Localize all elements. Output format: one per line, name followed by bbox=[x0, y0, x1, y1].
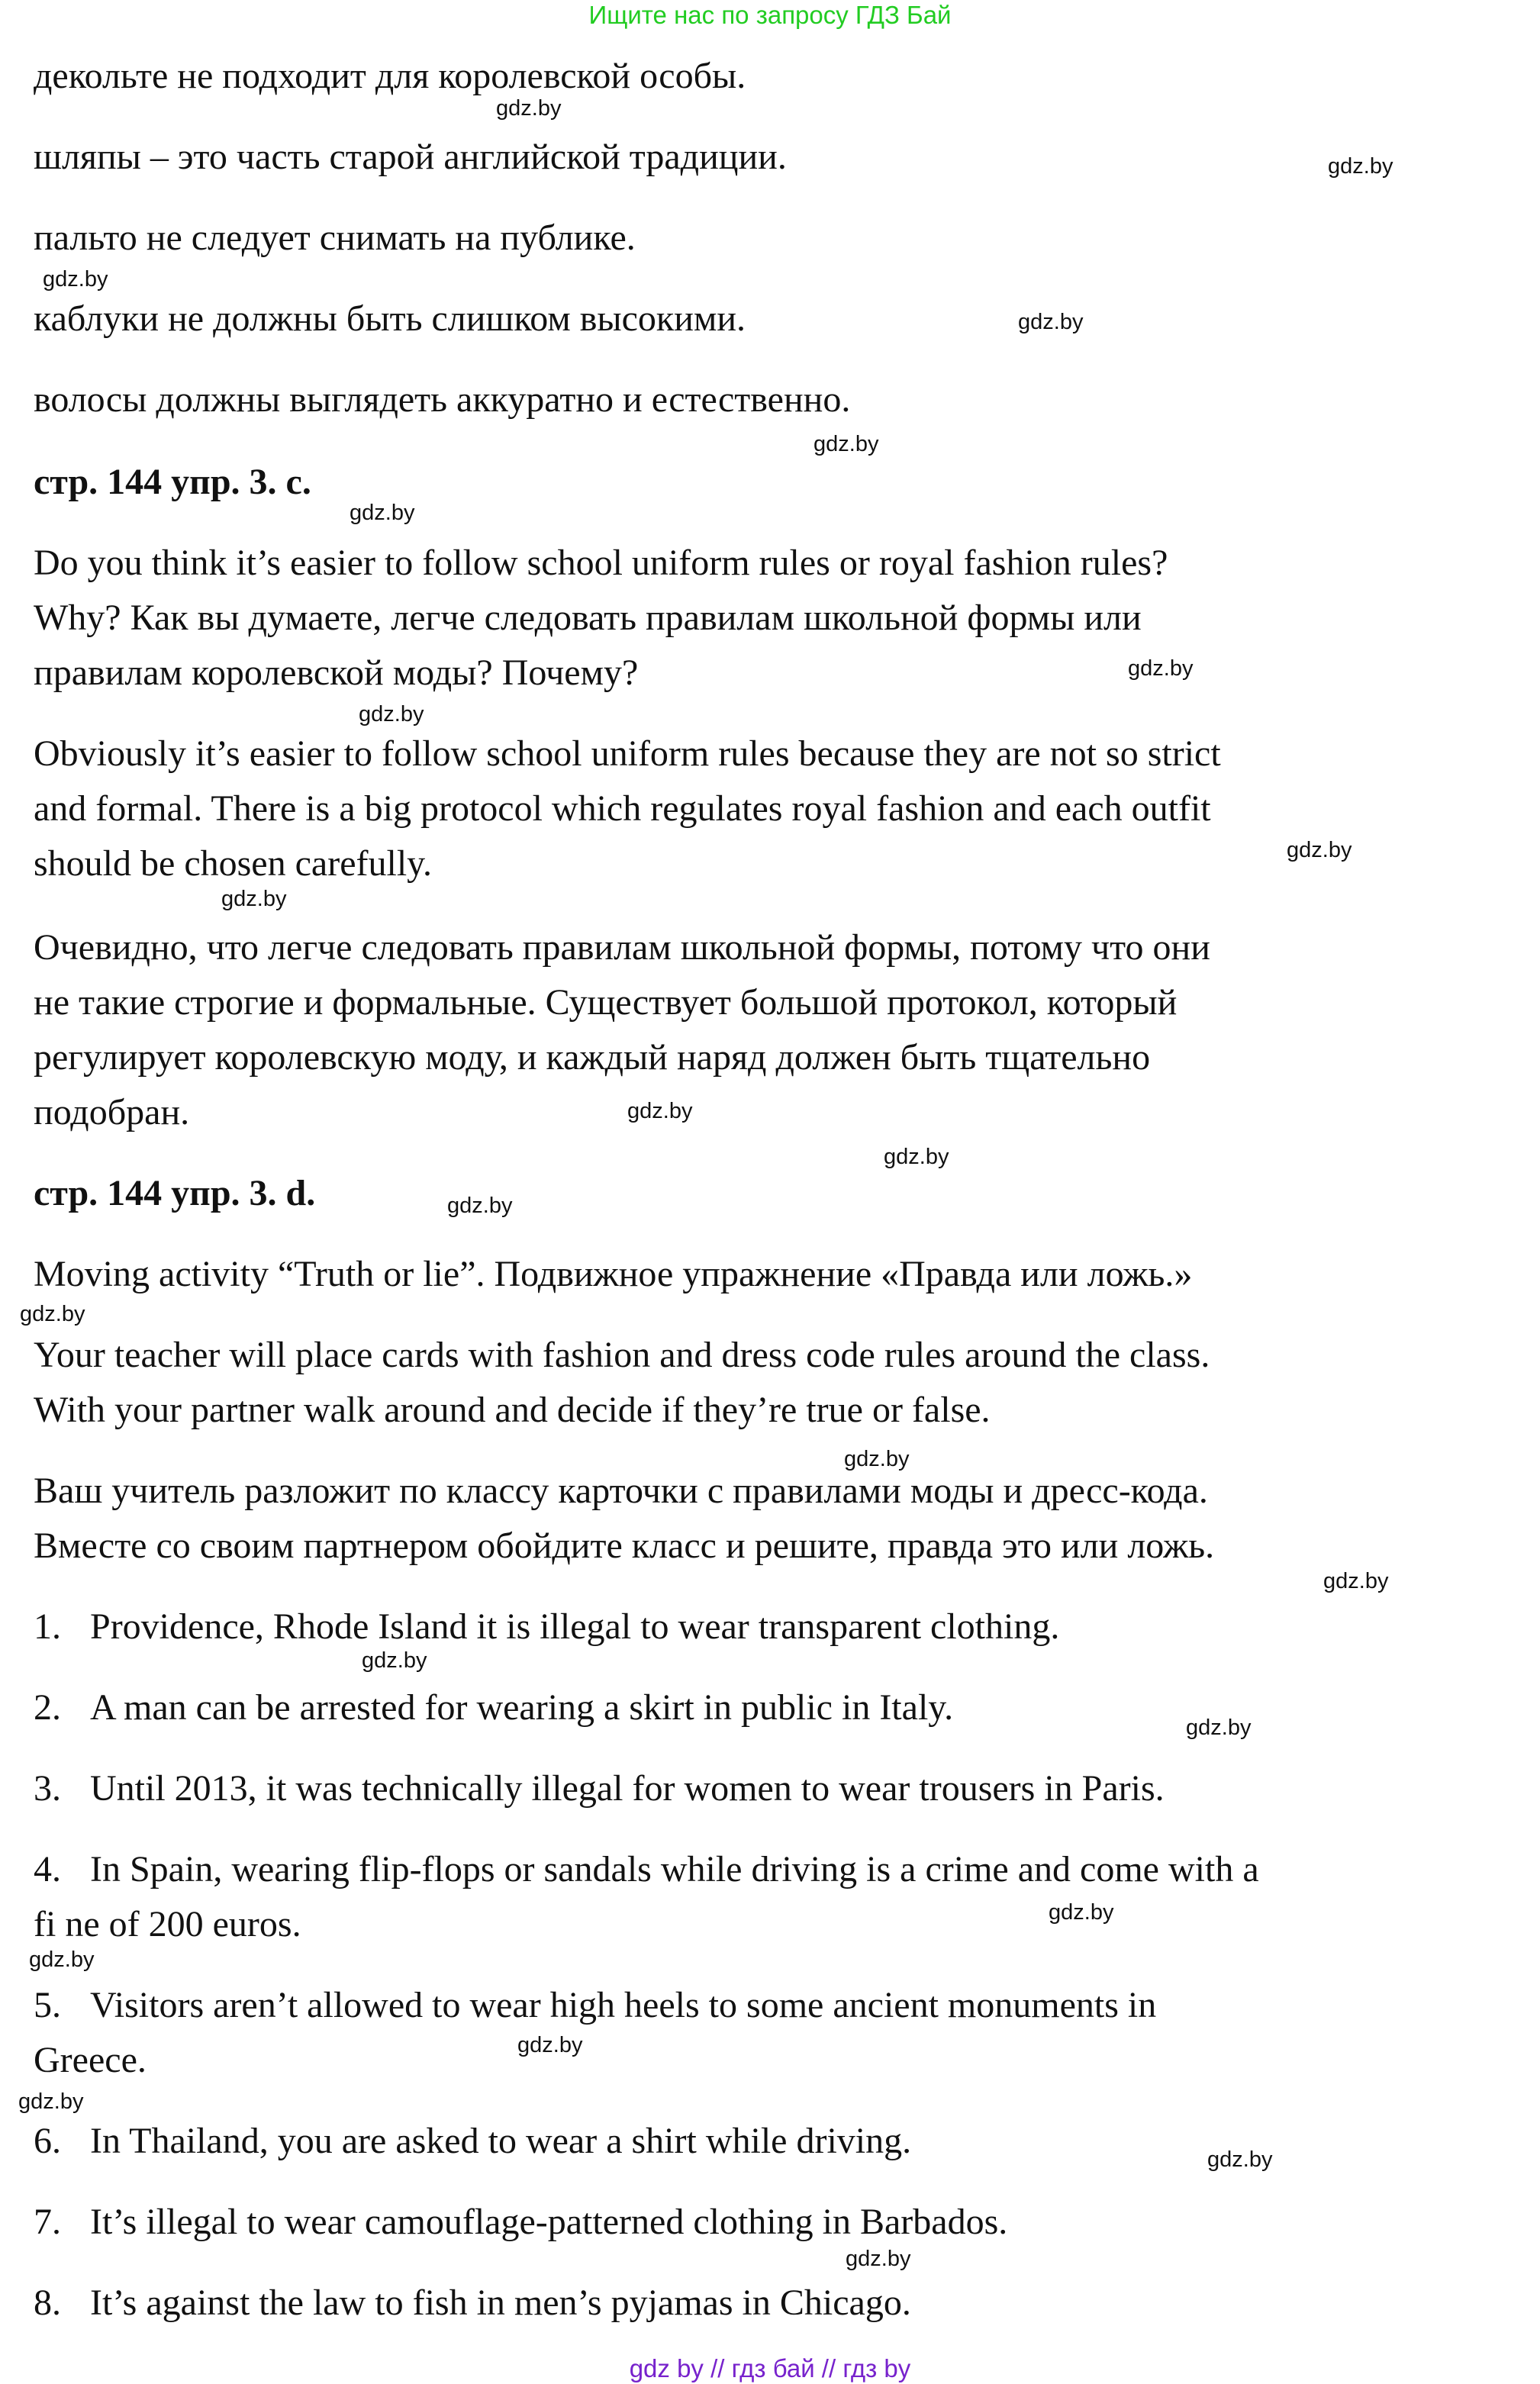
item-number: 7. bbox=[34, 2202, 61, 2242]
paragraph-line: Вместе со своим партнером обойдите класс и решите, правда это или ложь. bbox=[34, 1525, 1215, 1566]
text-line: шляпы – это часть старой английской традиции. bbox=[34, 137, 787, 177]
translation-line: регулирует королевскую моду, и каждый наряд должен быть тщательно bbox=[34, 1037, 1151, 1078]
watermark: gdz.by bbox=[1018, 310, 1084, 334]
item-text: A man can be arrested for wearing a skirt in public in Italy. bbox=[90, 1687, 954, 1728]
translation-line: подобран. bbox=[34, 1092, 190, 1132]
watermark: gdz.by bbox=[18, 2089, 84, 2114]
watermark: gdz.by bbox=[20, 1302, 85, 1326]
watermark: gdz.by bbox=[362, 1648, 427, 1673]
watermark: gdz.by bbox=[884, 1145, 949, 1169]
top-banner[interactable]: Ищите нас по запросу ГДЗ Бай bbox=[588, 1, 952, 29]
item-number: 4. bbox=[34, 1849, 61, 1889]
list-item bbox=[34, 2114, 911, 2169]
watermark: gdz.by bbox=[1049, 1900, 1114, 1925]
text-line: каблуки не должны быть слишком высокими. bbox=[34, 298, 746, 339]
answer-line: Obviously it’s easier to follow school uniform rules because they are not so strict bbox=[34, 733, 1221, 774]
translation-line: Очевидно, что легче следовать правилам школьной формы, потому что они bbox=[34, 927, 1210, 968]
watermark: gdz.by bbox=[1287, 838, 1352, 862]
watermark: gdz.by bbox=[43, 267, 108, 292]
item-text: In Thailand, you are asked to wear a shirt while driving. bbox=[90, 2121, 912, 2161]
answer-line: and formal. There is a big protocol which regulates royal fashion and each outfit bbox=[34, 788, 1211, 829]
question-line: правилам королевской моды? Почему? bbox=[34, 652, 639, 693]
translation-line: не такие строгие и формальные. Существует большой протокол, который bbox=[34, 982, 1178, 1023]
watermark: gdz.by bbox=[29, 1947, 95, 1972]
watermark: gdz.by bbox=[1128, 656, 1194, 681]
item-number: 8. bbox=[34, 2283, 61, 2323]
paragraph-line: With your partner walk around and decide if they’re true or false. bbox=[34, 1390, 991, 1430]
question-line: Why? Как вы думаете, легче следовать правилам школьной формы или bbox=[34, 598, 1142, 638]
watermark: gdz.by bbox=[517, 2033, 583, 2057]
paragraph-line: Ваш учитель разложит по классу карточки с правилами моды и дресс-кода. bbox=[34, 1471, 1208, 1511]
list-item-continuation: fi ne of 200 euros. bbox=[34, 1904, 301, 1944]
list-item bbox=[34, 1600, 1059, 1654]
item-text: It’s illegal to wear camouflage-patterned clothing in Barbados. bbox=[90, 2202, 1008, 2242]
watermark: gdz.by bbox=[1323, 1569, 1389, 1593]
list-item bbox=[34, 2195, 1007, 2250]
list-item bbox=[34, 1978, 1156, 2033]
footer-links[interactable]: gdz by // гдз бай // гдз by bbox=[629, 2354, 911, 2382]
item-number: 3. bbox=[34, 1768, 61, 1809]
item-text: Until 2013, it was technically illegal for women to wear trousers in Paris. bbox=[90, 1768, 1165, 1809]
text-line: пальто не следует снимать на публике. bbox=[34, 217, 636, 258]
watermark: gdz.by bbox=[1186, 1716, 1252, 1740]
watermark: gdz.by bbox=[359, 702, 424, 726]
watermark: gdz.by bbox=[221, 887, 287, 911]
watermark: gdz.by bbox=[813, 432, 879, 456]
watermark: gdz.by bbox=[1207, 2147, 1273, 2172]
item-text: Visitors aren’t allowed to wear high heels to some ancient monuments in bbox=[90, 1985, 1157, 2025]
item-number: 1. bbox=[34, 1606, 61, 1647]
list-item bbox=[34, 1842, 1259, 1897]
watermark: gdz.by bbox=[1328, 154, 1393, 179]
item-number: 2. bbox=[34, 1687, 61, 1728]
section-heading: стр. 144 упр. 3. c. bbox=[34, 462, 311, 502]
item-text: Providence, Rhode Island it is illegal to wear transparent clothing. bbox=[90, 1606, 1060, 1647]
watermark: gdz.by bbox=[447, 1194, 513, 1218]
text-line: декольте не подходит для королевской особы. bbox=[34, 56, 746, 96]
list-item bbox=[34, 1680, 953, 1735]
watermark: gdz.by bbox=[846, 2247, 911, 2271]
section-heading: стр. 144 упр. 3. d. bbox=[34, 1173, 316, 1213]
item-text: It’s against the law to fish in men’s pyjamas in Chicago. bbox=[90, 2283, 911, 2323]
item-number: 5. bbox=[34, 1985, 61, 2025]
answer-line: should be chosen carefully. bbox=[34, 843, 433, 884]
watermark: gdz.by bbox=[496, 96, 562, 121]
question-line: Do you think it’s easier to follow school uniform rules or royal fashion rules? bbox=[34, 543, 1168, 583]
paragraph-line: Your teacher will place cards with fashion and dress code rules around the class. bbox=[34, 1335, 1210, 1375]
paragraph-line: Moving activity “Truth or lie”. Подвижное упражнение «Правда или ложь.» bbox=[34, 1254, 1193, 1294]
watermark: gdz.by bbox=[627, 1099, 693, 1123]
text-line: волосы должны выглядеть аккуратно и естественно. bbox=[34, 379, 851, 420]
list-item-continuation: Greece. bbox=[34, 2040, 147, 2080]
item-number: 6. bbox=[34, 2121, 61, 2161]
list-item bbox=[34, 2276, 911, 2331]
watermark: gdz.by bbox=[350, 501, 415, 525]
watermark: gdz.by bbox=[844, 1447, 910, 1471]
list-item bbox=[34, 1761, 1165, 1816]
item-text: In Spain, wearing flip-flops or sandals while driving is a crime and come with a bbox=[90, 1849, 1259, 1889]
